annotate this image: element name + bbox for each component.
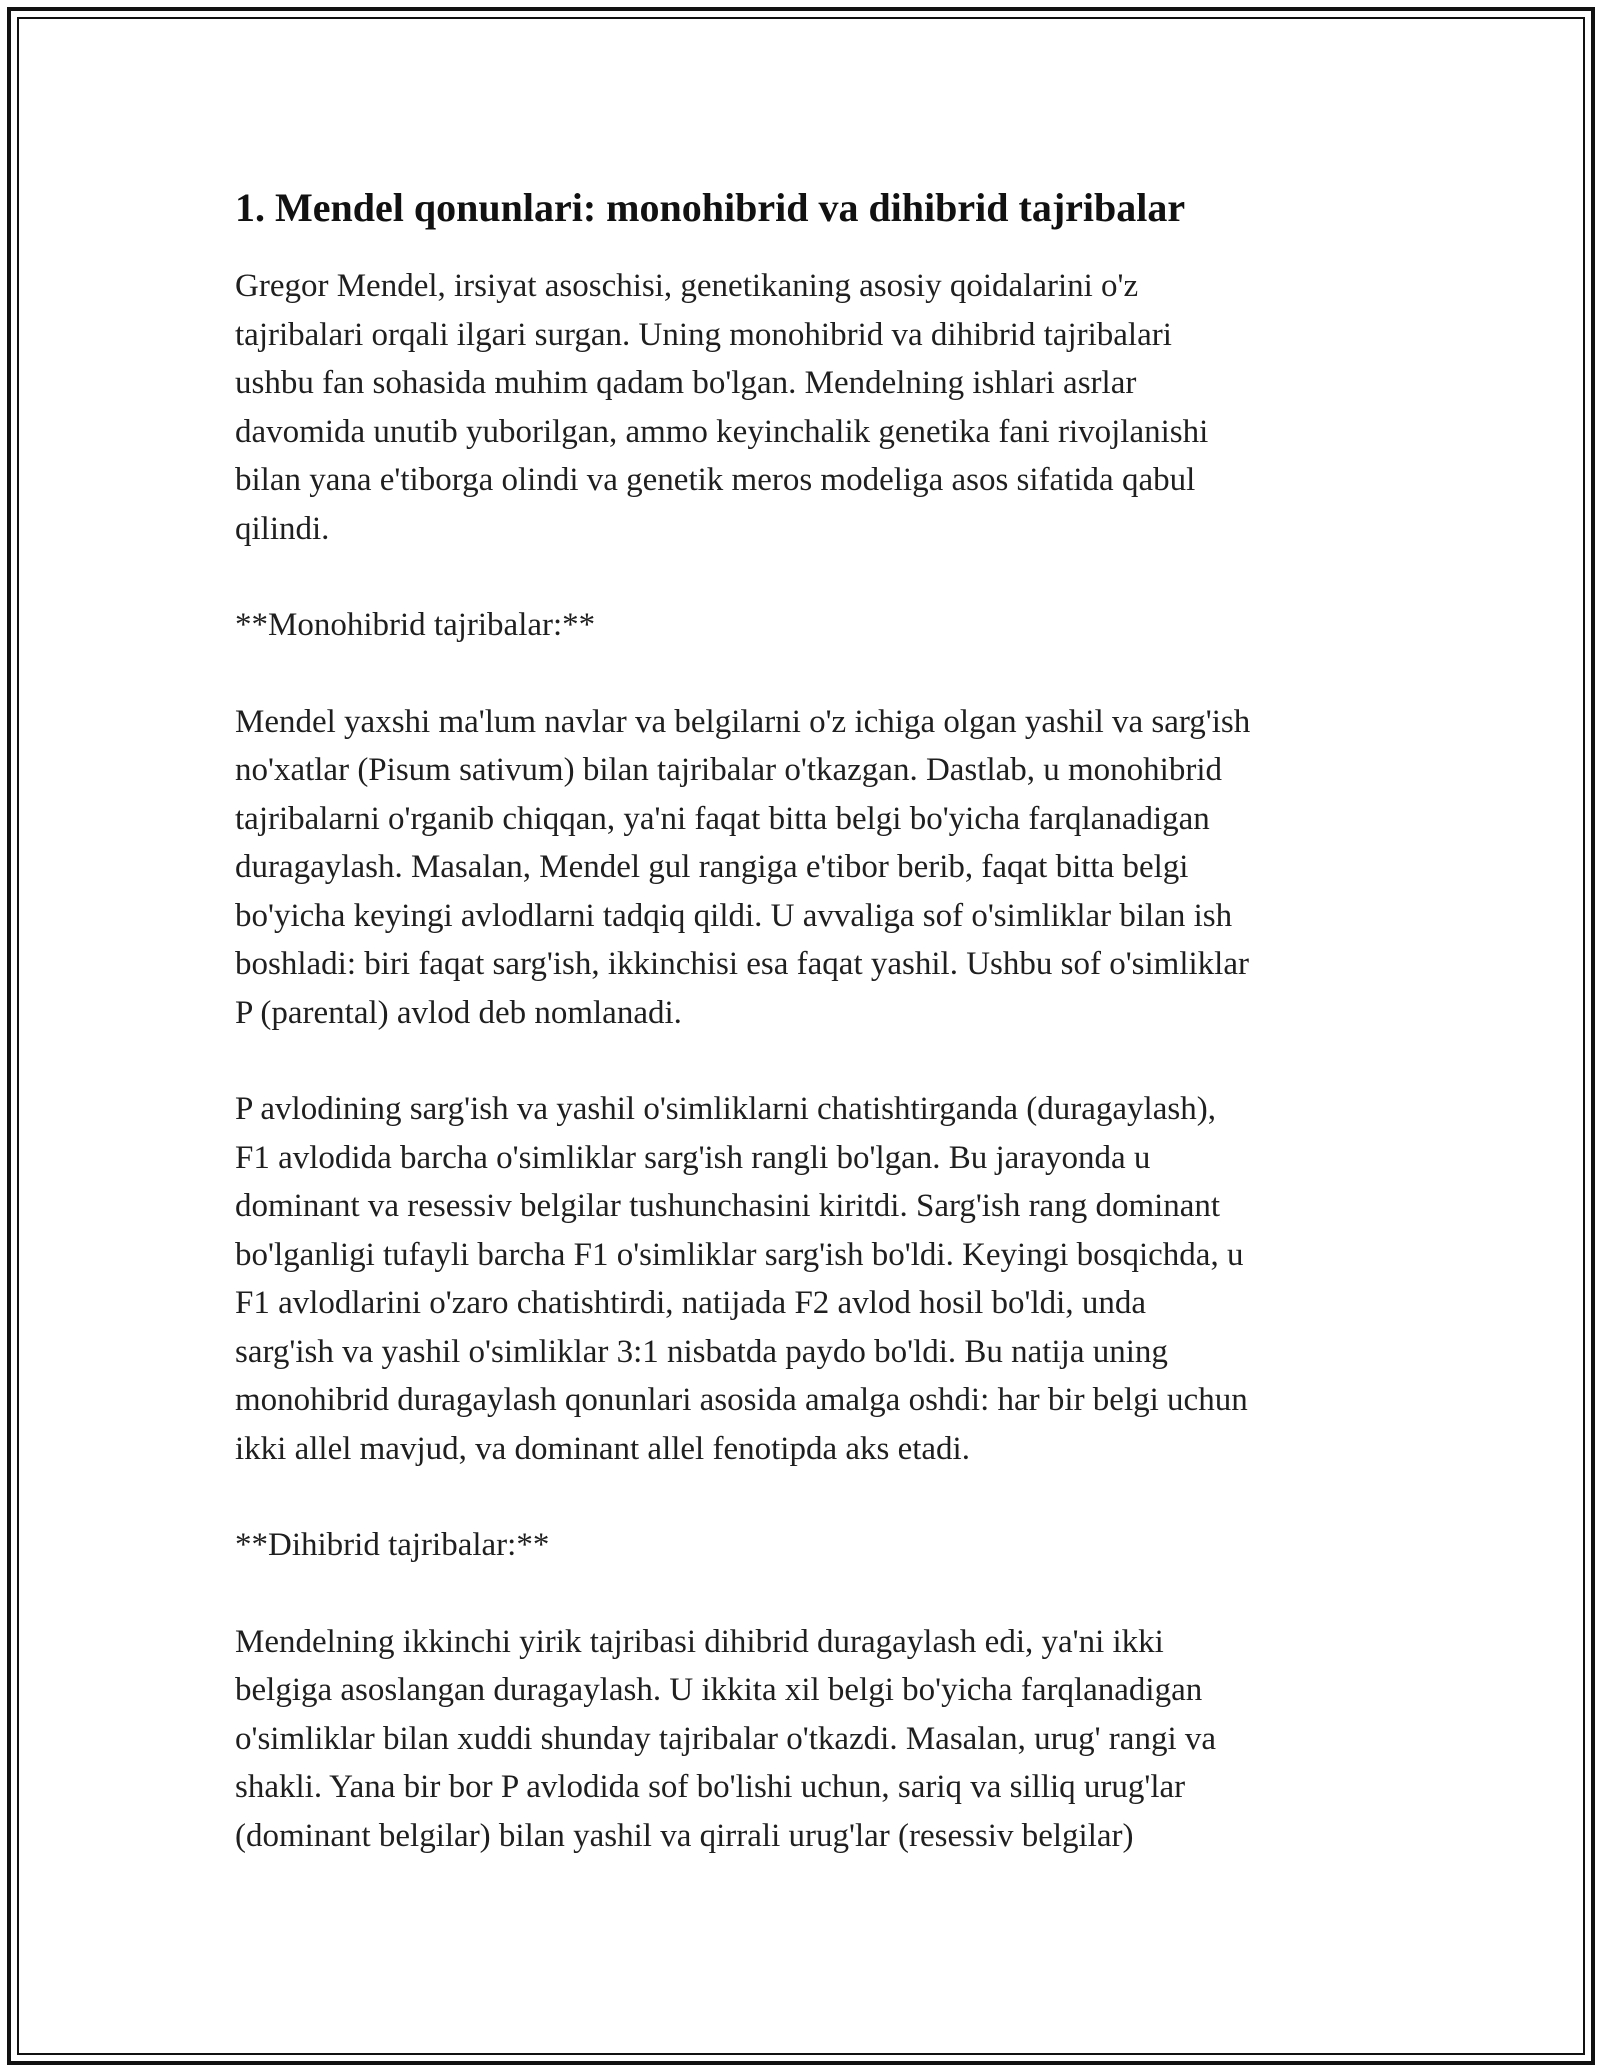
monohybrid-paragraph-2: P avlodining sarg'ish va yashil o'simliklarni chatishtirganda (duragaylash), F1 avlodida barcha o'simliklar sarg'ish rangli bo'lgan. Bu jarayonda u dominant va resessiv belgilar tushunchasini kiritdi. Sarg'ish rang dominant bo'lganligi tufayli barcha F1 o'simliklar sarg'ish bo'ldi. Keyingi bosqichda, u F1 avlodlarini o'zaro chatishtirdi, natijada F2 avlod hosil bo'ldi, unda sarg'ish va yashil o'simliklar 3:1 nisbatda paydo bo'ldi. Bu natija uning monohibrid duragaylash qonunlari asosida amalga oshdi: har bir belgi uchun ikki allel mavjud, va dominant allel fenotipda aks etadi. xyxy=(235,1091,1248,1467)
monohybrid-subheading: **Monohibrid tajribalar:** xyxy=(235,607,596,643)
dihybrid-paragraph: Mendelning ikkinchi yirik tajribasi dihibrid duragaylash edi, ya'ni ikki belgiga asoslangan duragaylash. U ikkita xil belgi bo'yicha farqlanadigan o'simliklar bilan xuddi shunday tajribalar o'tkazdi. Masalan, urug' rangi va shakli. Yana bir bor P avlodida sof bo'lishi uchun, sariq va silliq urug'lar (dominant belgilar) bilan yashil va qirrali urug'lar (resessiv belgilar) xyxy=(235,1623,1217,1854)
document-body xyxy=(235,182,1375,1908)
dihybrid-subheading: **Dihibrid tajribalar:** xyxy=(235,1527,550,1563)
document-title: 1. Mendel qonunlari: monohibrid va dihibrid tajribalar xyxy=(235,185,1186,230)
monohybrid-paragraph-1: Mendel yaxshi ma'lum navlar va belgilarni o'z ichiga olgan yashil va sarg'ish no'xatlar (Pisum sativum) bilan tajribalar o'tkazgan. Dastlab, u monohibrid tajribalarni o'rganib chiqqan, ya'ni faqat bitta belgi bo'yicha farqlanadigan duragaylash. Masalan, Mendel gul rangiga e'tibor berib, faqat bitta belgi bo'yicha keyingi avlodlarni tadqiq qildi. U avvaliga sof o'simliklar bilan ish boshladi: biri faqat sarg'ish, ikkinchisi esa faqat yashil. Ushbu sof o'simliklar P (parental) avlod deb nomlanadi. xyxy=(235,703,1251,1031)
intro-paragraph: Gregor Mendel, irsiyat asoschisi, genetikaning asosiy qoidalarini o'z tajribalari orqali ilgari surgan. Uning monohibrid va dihibrid tajribalari ushbu fan sohasida muhim qadam bo'lgan. Mendelning ishlari asrlar davomida unutib yuborilgan, ammo keyinchalik genetika fani rivojlanishi bilan yana e'tiborga olindi va genetik meros modeliga asos sifatida qabul qilindi. xyxy=(235,268,1209,547)
